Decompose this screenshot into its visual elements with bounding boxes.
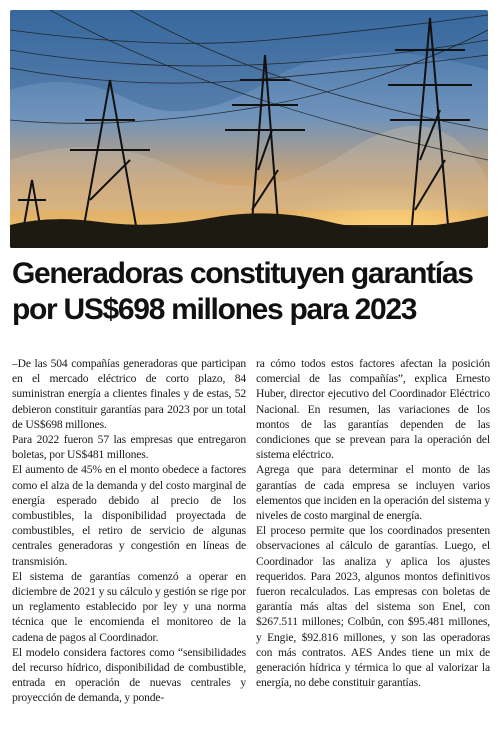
article-column-right [256, 356, 490, 690]
headline: Generadoras constituyen garantías por US$698 millones para 2023 [12, 257, 473, 326]
paragraph: –De las 504 compañías generadoras que participan en el mercado eléctrico de corto plazo, 84 suministran energía a clientes finales y de estas, 52 debieron constituir garantías para 2023 por un total de US$698 millones. [12, 357, 246, 431]
paragraph: El sistema de garantías comenzó a operar en diciembre de 2021 y su cálculo y gestión se rige por un reglamento establecido por ley y una norma técnica que le encomienda el monitoreo de la cadena de pagos al Coordinador. [12, 569, 246, 644]
article-photo [10, 10, 488, 248]
paragraph: El aumento de 45% en el monto obedece a factores como el alza de la demanda y del costo marginal de energía esperado debido al precio de los combustibles, la disponibilidad proyectada de combustibles, el retiro de servicio de algunas centrales generadoras y congestión en líneas de transmisión. [12, 463, 246, 568]
paragraph: Agrega que para determinar el monto de las garantías de cada empresa se incluyen varios elementos que inciden en la operación del sistema y niveles de costo marginal de energía. [256, 463, 490, 523]
paragraph: El modelo considera factores como “sensibilidades del recurso hídrico, disponibilidad de combustible, entrada en operación de nuevas centrales y proyección de demanda, y ponde- [12, 645, 246, 705]
paragraph: El proceso permite que los coordinados presenten observaciones al cálculo de garantías. Luego, el Coordinador las analiza y aplica los ajustes requeridos. Para 2023, algunos montos definitivos fueron recalculados. Las empresas con boletas de garantía más altas del sistema son Enel, con $267.511 millones; Colbún, con $95.481 millones, y Engie, $92.816 millones, y son las operadoras con más contratos. AES Andes tiene un mix de generación hídrica y térmica lo que al valorizar la energía, no debe constituir garantías. [256, 524, 490, 690]
paragraph: Para 2022 fueron 57 las empresas que entregaron boletas, por US$481 millones. [12, 433, 246, 462]
power-transmission-towers-icon [10, 10, 488, 248]
paragraph: ra cómo todos estos factores afectan la posición comercial de las compañías”, explica Ernesto Huber, director ejecutivo del Coordinador Eléctrico Nacional. En resumen, las variaciones de los montos de las garantías dependen de las condiciones que se prevean para la operación del sistema eléctrico. [256, 357, 490, 462]
article-column-left [12, 356, 246, 706]
